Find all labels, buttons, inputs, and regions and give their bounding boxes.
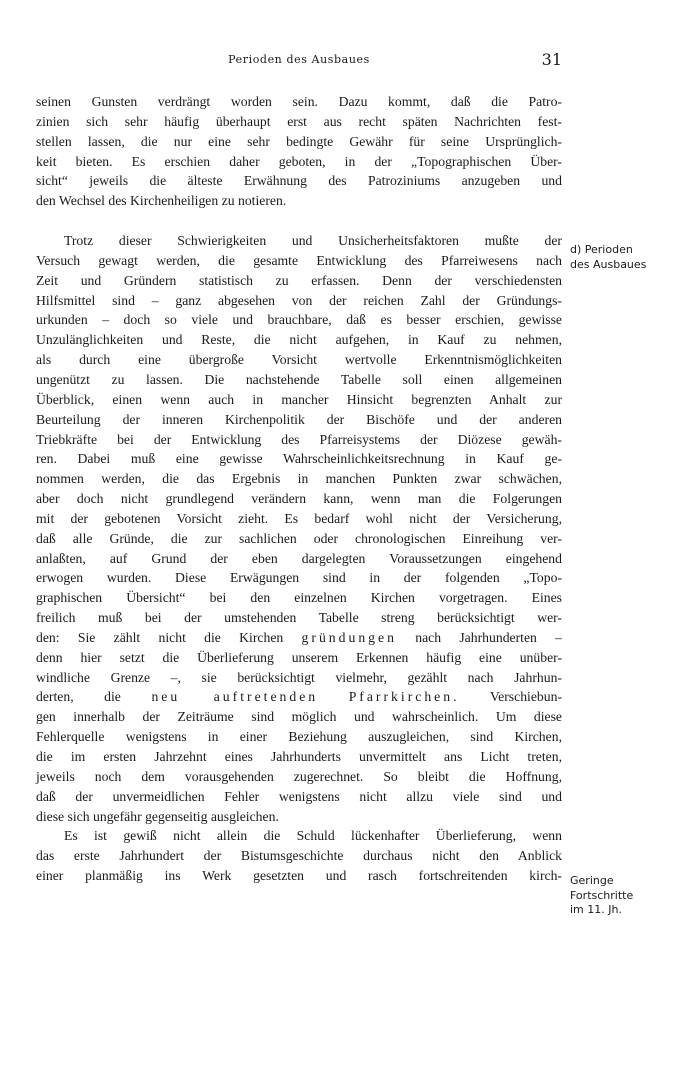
text-line: seinen Gunsten verdrängt worden sein. Dazu kommt, daß die Patro- <box>36 94 562 109</box>
paragraph-2 <box>36 231 562 826</box>
text-line-gruendungen <box>36 628 562 648</box>
margin-note-perioden <box>570 243 690 272</box>
text-line: graphischen Übersicht“ bei den einzelnen Kirchen vorgetragen. Eines <box>36 590 562 606</box>
text-line: erwogen wurden. Diese Erwägungen sind in der folgenden „Topo- <box>36 570 562 586</box>
text-line: keit bieten. Es erschien daher geboten, in der „Topographischen Über- <box>36 153 562 169</box>
text-line: daß alle Gründe, die zur sachlichen oder chronologischen Einreihung ver- <box>36 530 562 546</box>
page-header <box>36 50 562 72</box>
text-line: das erste Jahrhundert der Bistumsgeschichte durchaus nicht den Anblick <box>36 848 562 864</box>
margin-note-geringe <box>570 874 690 918</box>
text-line: Es ist gewiß nicht allein die Schuld lückenhafter Überlieferung, wenn <box>64 828 562 844</box>
text-run: Verschiebun- <box>489 689 563 705</box>
text-run: nach Jahrhunderten – <box>415 629 563 645</box>
text-line: jeweils noch dem vorausgehenden zugerechnet. So bleibt die Hoffnung, <box>36 768 562 784</box>
text-line: Fehlerquelle wenigstens in einer Beziehung auszugleichen, sind Kirchen, <box>36 729 562 745</box>
text-line: windliche Grenze –, sie berücksichtigt vielmehr, gezählt nach Jahrhun- <box>36 669 562 685</box>
body-text <box>36 92 562 886</box>
emphasis-spaced: neu auftretenden <box>151 689 319 705</box>
text-line: Unzulänglichkeiten und Reste, die nicht aufgehen, in Kauf zu nehmen, <box>36 332 562 348</box>
margin-note-line: im 11. Jh. <box>570 903 622 916</box>
text-line: Versuch gewagt werden, die gesamte Entwicklung des Pfarreiwesens nach <box>36 252 562 268</box>
text-run: den: Sie zählt nicht die Kirchen <box>36 629 284 645</box>
text-line: denn hier setzt die Überlieferung unserem Erkennen häufig eine unüber- <box>36 649 562 665</box>
text-line-pfarrkirchen <box>36 687 562 707</box>
paragraph-3 <box>36 826 562 886</box>
running-head: Perioden des Ausbaues <box>228 53 370 66</box>
text-line: ungenützt zu lassen. Die nachstehende Tabelle soll einen allgemeinen <box>36 371 562 387</box>
text-line: urkunden – doch so viele und brauchbare, daß es besser erschien, gewisse <box>36 312 562 328</box>
margin-note-line: des Ausbaues <box>570 257 647 271</box>
text-line: als durch eine übergroße Vorsicht wertvolle Erkenntnismöglichkeiten <box>36 352 562 368</box>
text-line: gen innerhalb der Zeiträume sind möglich und wahrscheinlich. Um diese <box>36 709 562 725</box>
paragraph-1 <box>36 92 562 211</box>
text-line: anlaßten, auf Grund der eben dargelegten Voraussetzungen eingehend <box>36 550 562 566</box>
text-line: freilich muß bei der umstehenden Tabelle streng berücksichtigt wer- <box>36 610 562 626</box>
text-line: Triebkräfte bei der Entwicklung des Pfarreisystems der Diözese gewäh- <box>36 431 562 447</box>
text-line: sicht“ jeweils die älteste Erwähnung des Patroziniums anzugeben und <box>36 173 562 189</box>
text-run: derten, die <box>36 689 121 705</box>
emphasis-spaced: Pfarrkirchen. <box>348 689 460 705</box>
text-line: den Wechsel des Kirchenheiligen zu notieren. <box>36 193 287 209</box>
margin-note-line: Fortschritte <box>570 888 634 902</box>
text-line: Trotz dieser Schwierigkeiten und Unsicherheitsfaktoren mußte der <box>64 233 562 249</box>
text-line: diese sich ungefähr gegenseitig ausgleichen. <box>36 808 279 824</box>
text-line: Überblick, einen wenn auch in mancher Hinsicht begrenzten Anhalt zur <box>36 391 562 407</box>
paragraph-gap <box>36 211 562 231</box>
text-line: Beurteilung der inneren Kirchenpolitik der Bischöfe und der anderen <box>36 411 562 427</box>
text-line: Hilfsmittel sind – ganz abgesehen von der reichen Zahl der Gründungs- <box>36 292 562 308</box>
text-line: ren. Dabei muß eine gewisse Wahrscheinlichkeitsrechnung in Kauf ge- <box>36 451 562 467</box>
text-line: nommen werden, die das Ergebnis in manchen Punkten zwar schwächen, <box>36 471 562 487</box>
text-line: stellen lassen, die nur eine sehr bedingte Gewähr für seine Ursprünglich- <box>36 133 562 149</box>
text-line: zinien sich sehr häufig überhaupt erst aus recht späten Nachrichten fest- <box>36 113 562 129</box>
text-line: daß der unvermeidlichen Fehler wenigstens nicht allzu viele sind und <box>36 788 562 804</box>
page-number: 31 <box>541 50 562 69</box>
emphasis-spaced: gründungen <box>301 629 397 645</box>
text-line: mit der gebotenen Vorsicht zieht. Es bedarf wohl nicht der Versicherung, <box>36 510 562 526</box>
text-line: einer planmäßig ins Werk gesetzten und rasch fortschreitenden kirch- <box>36 868 562 884</box>
text-line: aber doch nicht grundlegend verändern kann, wenn man die Folgerungen <box>36 491 562 507</box>
margin-note-line: d) Perioden <box>570 243 633 256</box>
text-line: die im ersten Jahrzehnt eines Jahrhunderts unvermittelt ans Licht treten, <box>36 749 562 764</box>
margin-note-line: Geringe <box>570 874 614 887</box>
text-line: Zeit und Gründern statistisch zu erfassen. Denn der verschiedensten <box>36 272 562 288</box>
